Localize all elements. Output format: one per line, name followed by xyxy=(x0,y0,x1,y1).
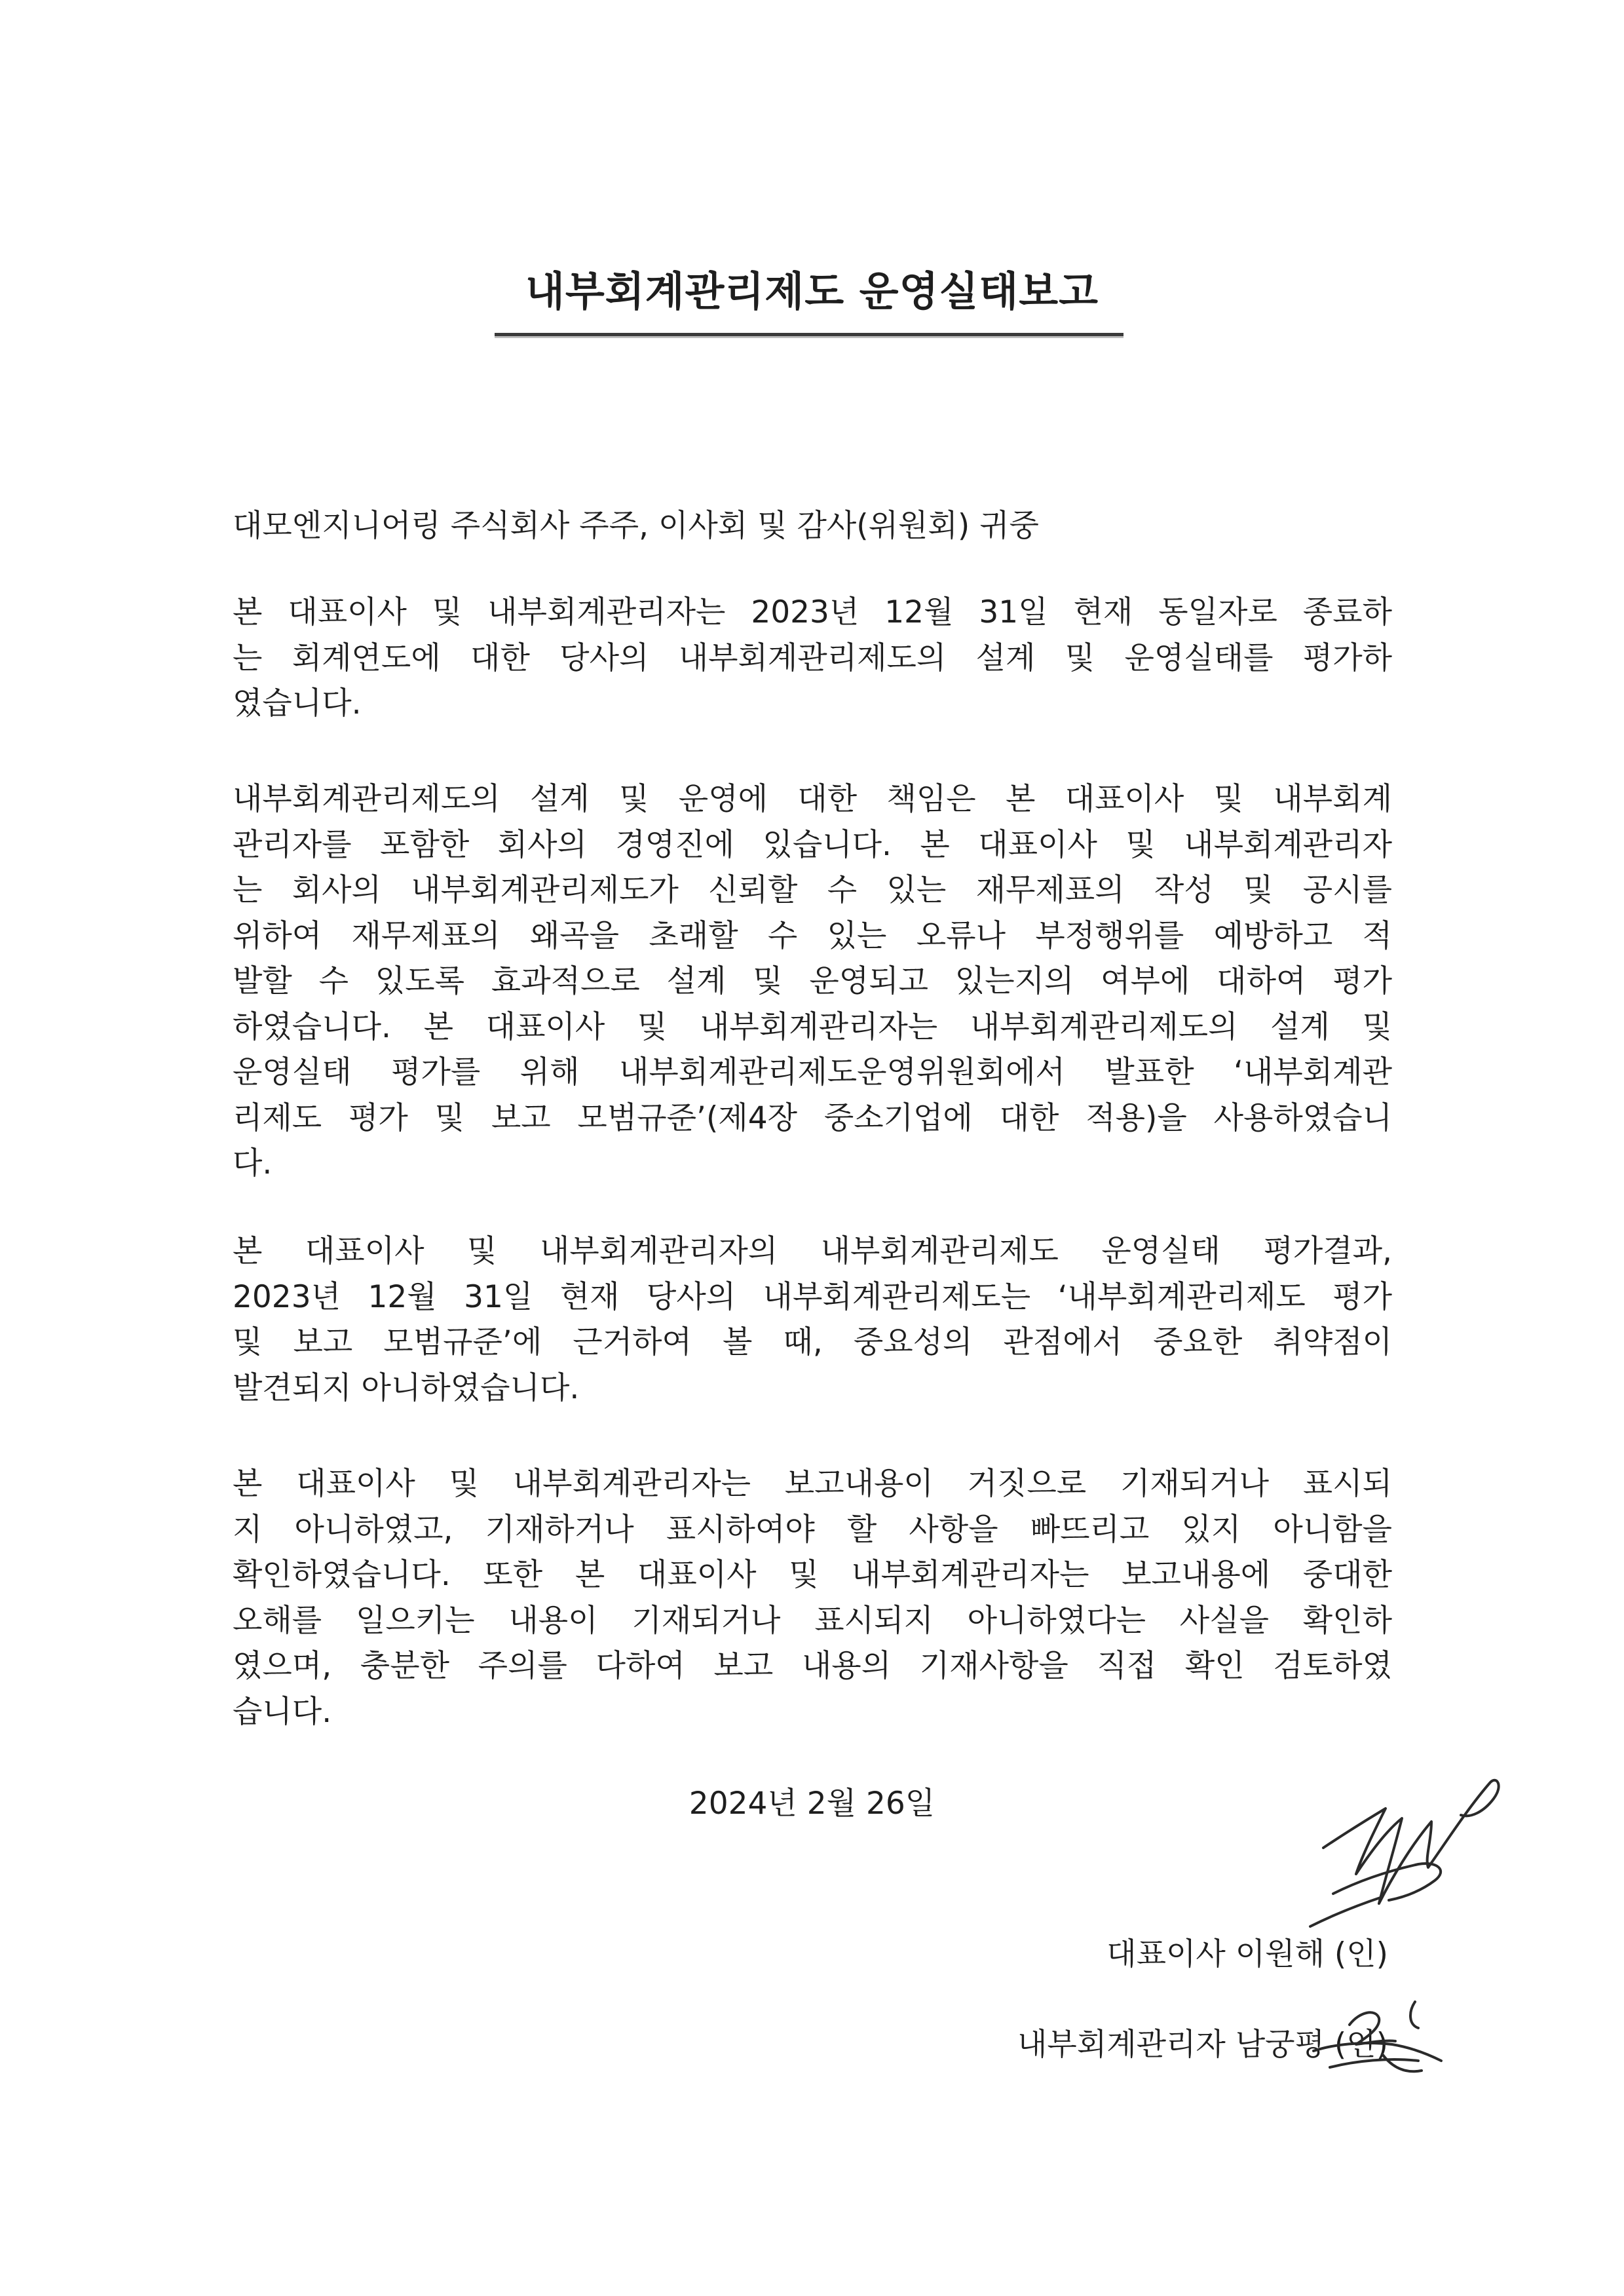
paragraph-evaluation-result xyxy=(233,1229,1392,1411)
paragraph-line: 오해를 일으키는 내용이 기재되거나 표시되지 아니하였다는 사실을 확인하 xyxy=(233,1602,1392,1639)
paragraph-line: 확인하였습니다. 또한 본 대표이사 및 내부회계관리자는 보고내용에 중대한 xyxy=(233,1557,1392,1593)
document-title: 내부회계관리제도 운영실태보고 xyxy=(525,267,1099,315)
paragraph-management-responsibility xyxy=(233,776,1392,1187)
report-date: 2024년 2월 26일 xyxy=(689,1786,935,1822)
officer-signatory-line: 내부회계관리자 남궁평 (인) xyxy=(1017,2027,1388,2063)
paragraph-line: 본 대표이사 및 내부회계관리자는 2023년 12월 31일 현재 동일자로 종료하 xyxy=(233,594,1392,630)
paragraph-line: 발견되지 아니하였습니다. xyxy=(233,1369,580,1406)
paragraph-attestation xyxy=(233,1461,1392,1734)
paragraph-line: 리제도 평가 및 보고 모범규준’(제4장 중소기업에 대한 적용)을 사용하였습니 xyxy=(233,1100,1392,1136)
paragraph-line: 관리자를 포함한 회사의 경영진에 있습니다. 본 대표이사 및 내부회계관리자 xyxy=(233,826,1392,863)
paragraph-line: 다. xyxy=(233,1145,273,1181)
ceo-signatory-line: 대표이사 이원해 (인) xyxy=(1106,1936,1388,1972)
paragraph-line: 발할 수 있도록 효과적으로 설계 및 운영되고 있는지의 여부에 대하여 평가 xyxy=(233,963,1392,999)
paragraph-line: 는 회사의 내부회계관리제도가 신뢰할 수 있는 재무제표의 작성 및 공시를 xyxy=(233,872,1392,908)
paragraph-line: 였습니다. xyxy=(233,685,362,721)
paragraph-line: 하였습니다. 본 대표이사 및 내부회계관리자는 내부회계관리제도의 설계 및 xyxy=(233,1008,1392,1045)
paragraph-line: 2023년 12월 31일 현재 당사의 내부회계관리제도는 ‘내부회계관리제도 평가 xyxy=(233,1278,1392,1315)
paragraph-line: 위하여 재무제표의 왜곡을 초래할 수 있는 오류나 부정행위를 예방하고 적 xyxy=(233,917,1392,954)
paragraph-line: 습니다. xyxy=(233,1693,332,1730)
paragraph-line: 내부회계관리제도의 설계 및 운영에 대한 책임은 본 대표이사 및 내부회계 xyxy=(233,781,1392,817)
paragraph-line: 는 회계연도에 대한 당사의 내부회계관리제도의 설계 및 운영실태를 평가하 xyxy=(233,640,1392,676)
paragraph-line: 였으며, 충분한 주의를 다하여 보고 내용의 기재사항을 직접 확인 검토하였 xyxy=(233,1648,1392,1684)
paragraph-line: 및 보고 모범규준’에 근거하여 볼 때, 중요성의 관점에서 중요한 취약점이 xyxy=(233,1324,1392,1360)
paragraph-line: 본 대표이사 및 내부회계관리자는 보고내용이 거짓으로 기재되거나 표시되 xyxy=(233,1466,1392,1502)
paragraph-line: 본 대표이사 및 내부회계관리자의 내부회계관리제도 운영실태 평가결과, xyxy=(233,1233,1392,1269)
paragraph-line: 운영실태 평가를 위해 내부회계관리제도운영위원회에서 발표한 ‘내부회계관 xyxy=(233,1054,1392,1090)
title-underline xyxy=(495,333,1124,336)
paragraph-evaluation-scope xyxy=(233,590,1392,727)
paragraph-line: 지 아니하였고, 기재하거나 표시하여야 할 사항을 빠뜨리고 있지 아니함을 xyxy=(233,1511,1392,1548)
addressee-line: 대모엔지니어링 주식회사 주주, 이사회 및 감사(위원회) 귀중 xyxy=(233,508,1039,544)
